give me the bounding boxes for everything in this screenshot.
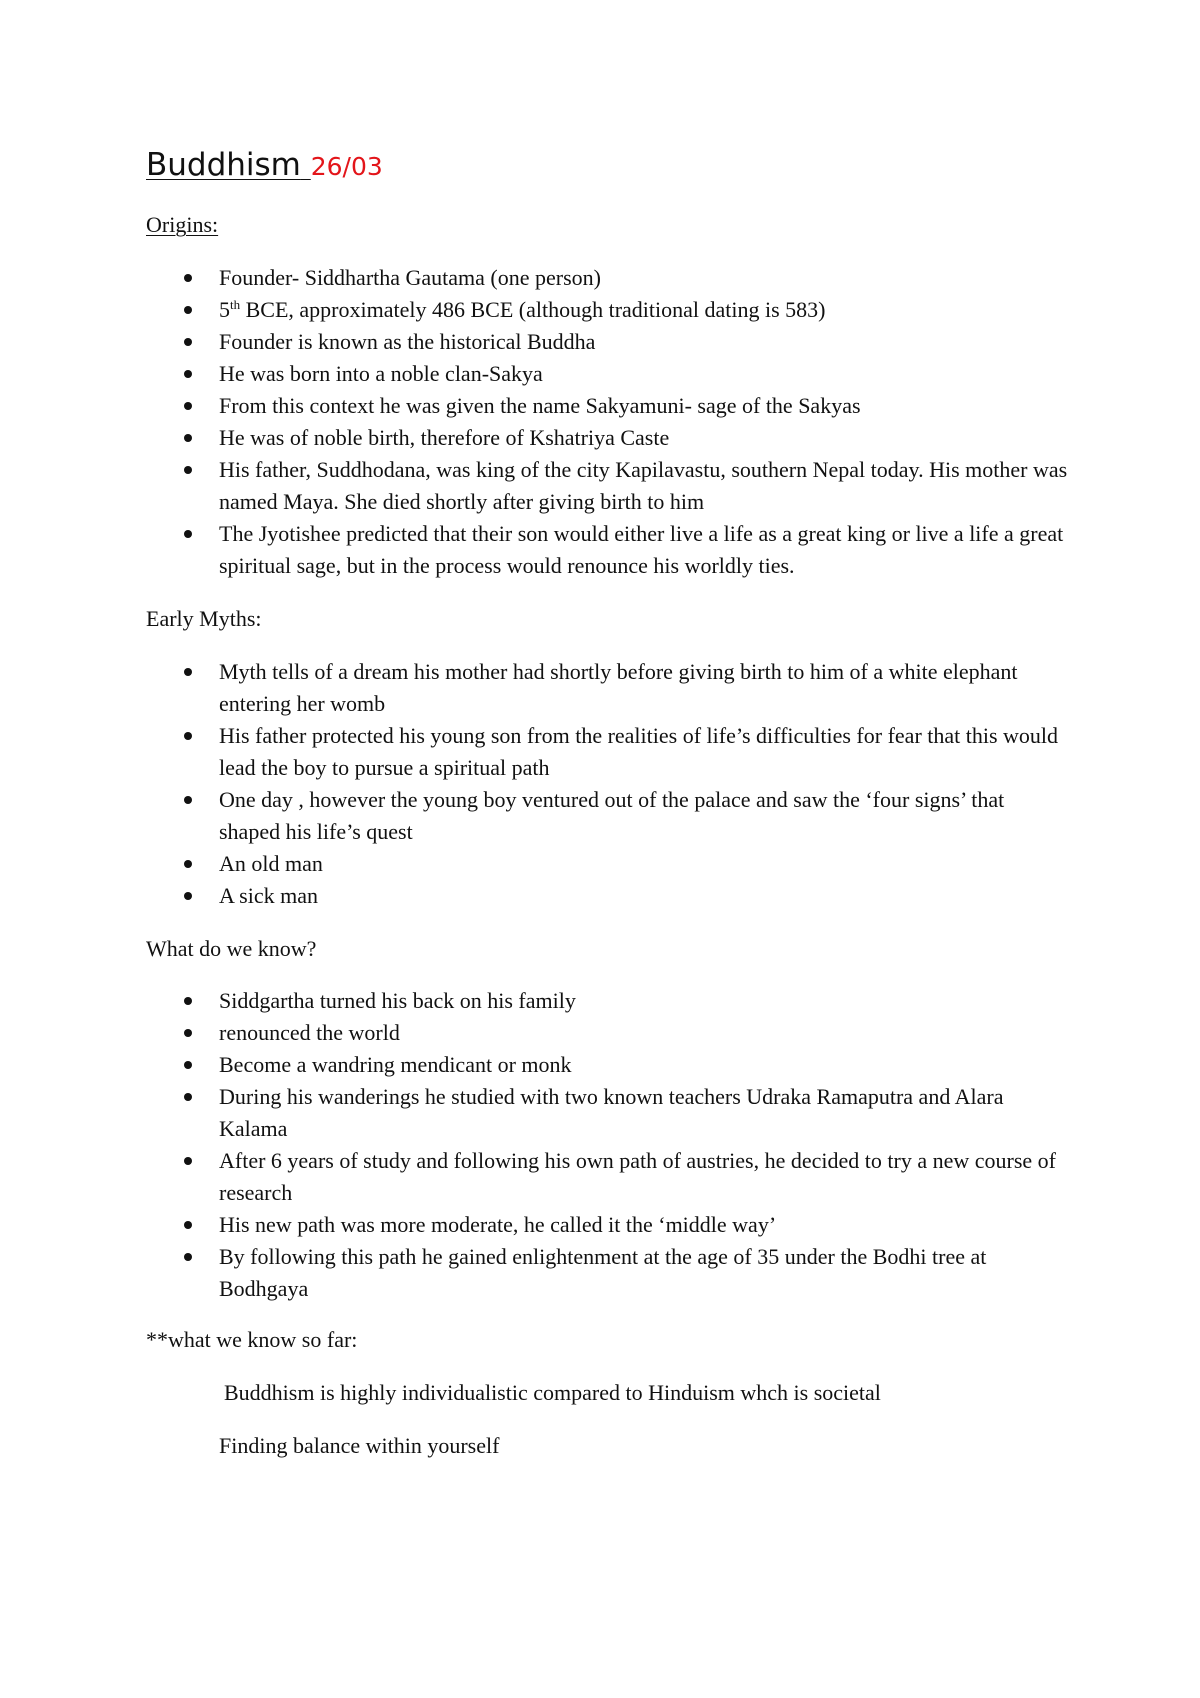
list-item: His father, Suddhodana, was king of the city Kapilavastu, southern Nepal today. His mother was named Maya. She died shortly after giving birth to him (0, 454, 1069, 518)
bullet-icon (184, 997, 192, 1005)
early-myths-list (0, 656, 1100, 912)
list-item: After 6 years of study and following his own path of austries, he decided to try a new course of research (0, 1145, 1069, 1209)
list-item: 5th BCE, approximately 486 BCE (although traditional dating is 583) (0, 294, 1069, 326)
list-item: From this context he was given the name Sakyamuni- sage of the Sakyas (0, 390, 1069, 422)
bullet-icon (184, 860, 192, 868)
section-heading-what-do-we-know: What do we know? (146, 936, 317, 961)
title-date: 26/03 (310, 152, 383, 181)
bullet-icon (184, 732, 192, 740)
list-item: His father protected his young son from the realities of life’s difficulties for fear that this would lead the boy to pursue a spiritual path (0, 720, 1069, 784)
summary-line-1: Buddhism is highly individualistic compared to Hinduism whch is societal (224, 1380, 881, 1405)
list-item: Siddgartha turned his back on his family (0, 985, 1069, 1017)
title-text: Buddhism (146, 147, 301, 183)
page-title (146, 143, 383, 189)
bullet-icon (184, 1253, 192, 1261)
list-item: One day , however the young boy ventured out of the palace and saw the ‘four signs’ that shaped his life’s quest (0, 784, 1069, 848)
bullet-icon (184, 1061, 192, 1069)
list-item: During his wanderings he studied with two known teachers Udraka Ramaputra and Alara Kalama (0, 1081, 1069, 1145)
list-item: A sick man (0, 880, 1069, 912)
list-item: He was of noble birth, therefore of Kshatriya Caste (0, 422, 1069, 454)
bullet-icon (184, 434, 192, 442)
bullet-icon (184, 668, 192, 676)
bullet-icon (184, 1157, 192, 1165)
summary-heading: **what we know so far: (146, 1327, 358, 1352)
bullet-icon (184, 796, 192, 804)
bullet-icon (184, 402, 192, 410)
list-item: Founder- Siddhartha Gautama (one person) (0, 262, 1069, 294)
bullet-icon (184, 530, 192, 538)
bullet-icon (184, 306, 192, 314)
list-item: Founder is known as the historical Buddha (0, 326, 1069, 358)
summary-line-2: Finding balance within yourself (219, 1433, 500, 1458)
list-item: renounced the world (0, 1017, 1069, 1049)
bullet-icon (184, 1093, 192, 1101)
list-item: Become a wandring mendicant or monk (0, 1049, 1069, 1081)
bullet-icon (184, 466, 192, 474)
bullet-icon (184, 338, 192, 346)
list-item: By following this path he gained enlightenment at the age of 35 under the Bodhi tree at Bodhgaya (0, 1241, 1069, 1305)
list-item: His new path was more moderate, he called it the ‘middle way’ (0, 1209, 1069, 1241)
section-heading-origins: Origins: (146, 212, 219, 237)
bullet-icon (184, 274, 192, 282)
list-item: The Jyotishee predicted that their son would either live a life as a great king or live a life a great spiritual sage, but in the process would renounce his worldly ties. (0, 518, 1069, 582)
bullet-icon (184, 1029, 192, 1037)
title-underline-gap (301, 147, 311, 183)
bullet-icon (184, 892, 192, 900)
bullet-icon (184, 1221, 192, 1229)
what-do-we-know-list (0, 985, 1100, 1305)
origins-list (0, 262, 1100, 582)
list-item: He was born into a noble clan-Sakya (0, 358, 1069, 390)
list-item: An old man (0, 848, 1069, 880)
list-item: Myth tells of a dream his mother had shortly before giving birth to him of a white elephant entering her womb (0, 656, 1069, 720)
section-heading-early-myths: Early Myths: (146, 606, 262, 631)
bullet-icon (184, 370, 192, 378)
